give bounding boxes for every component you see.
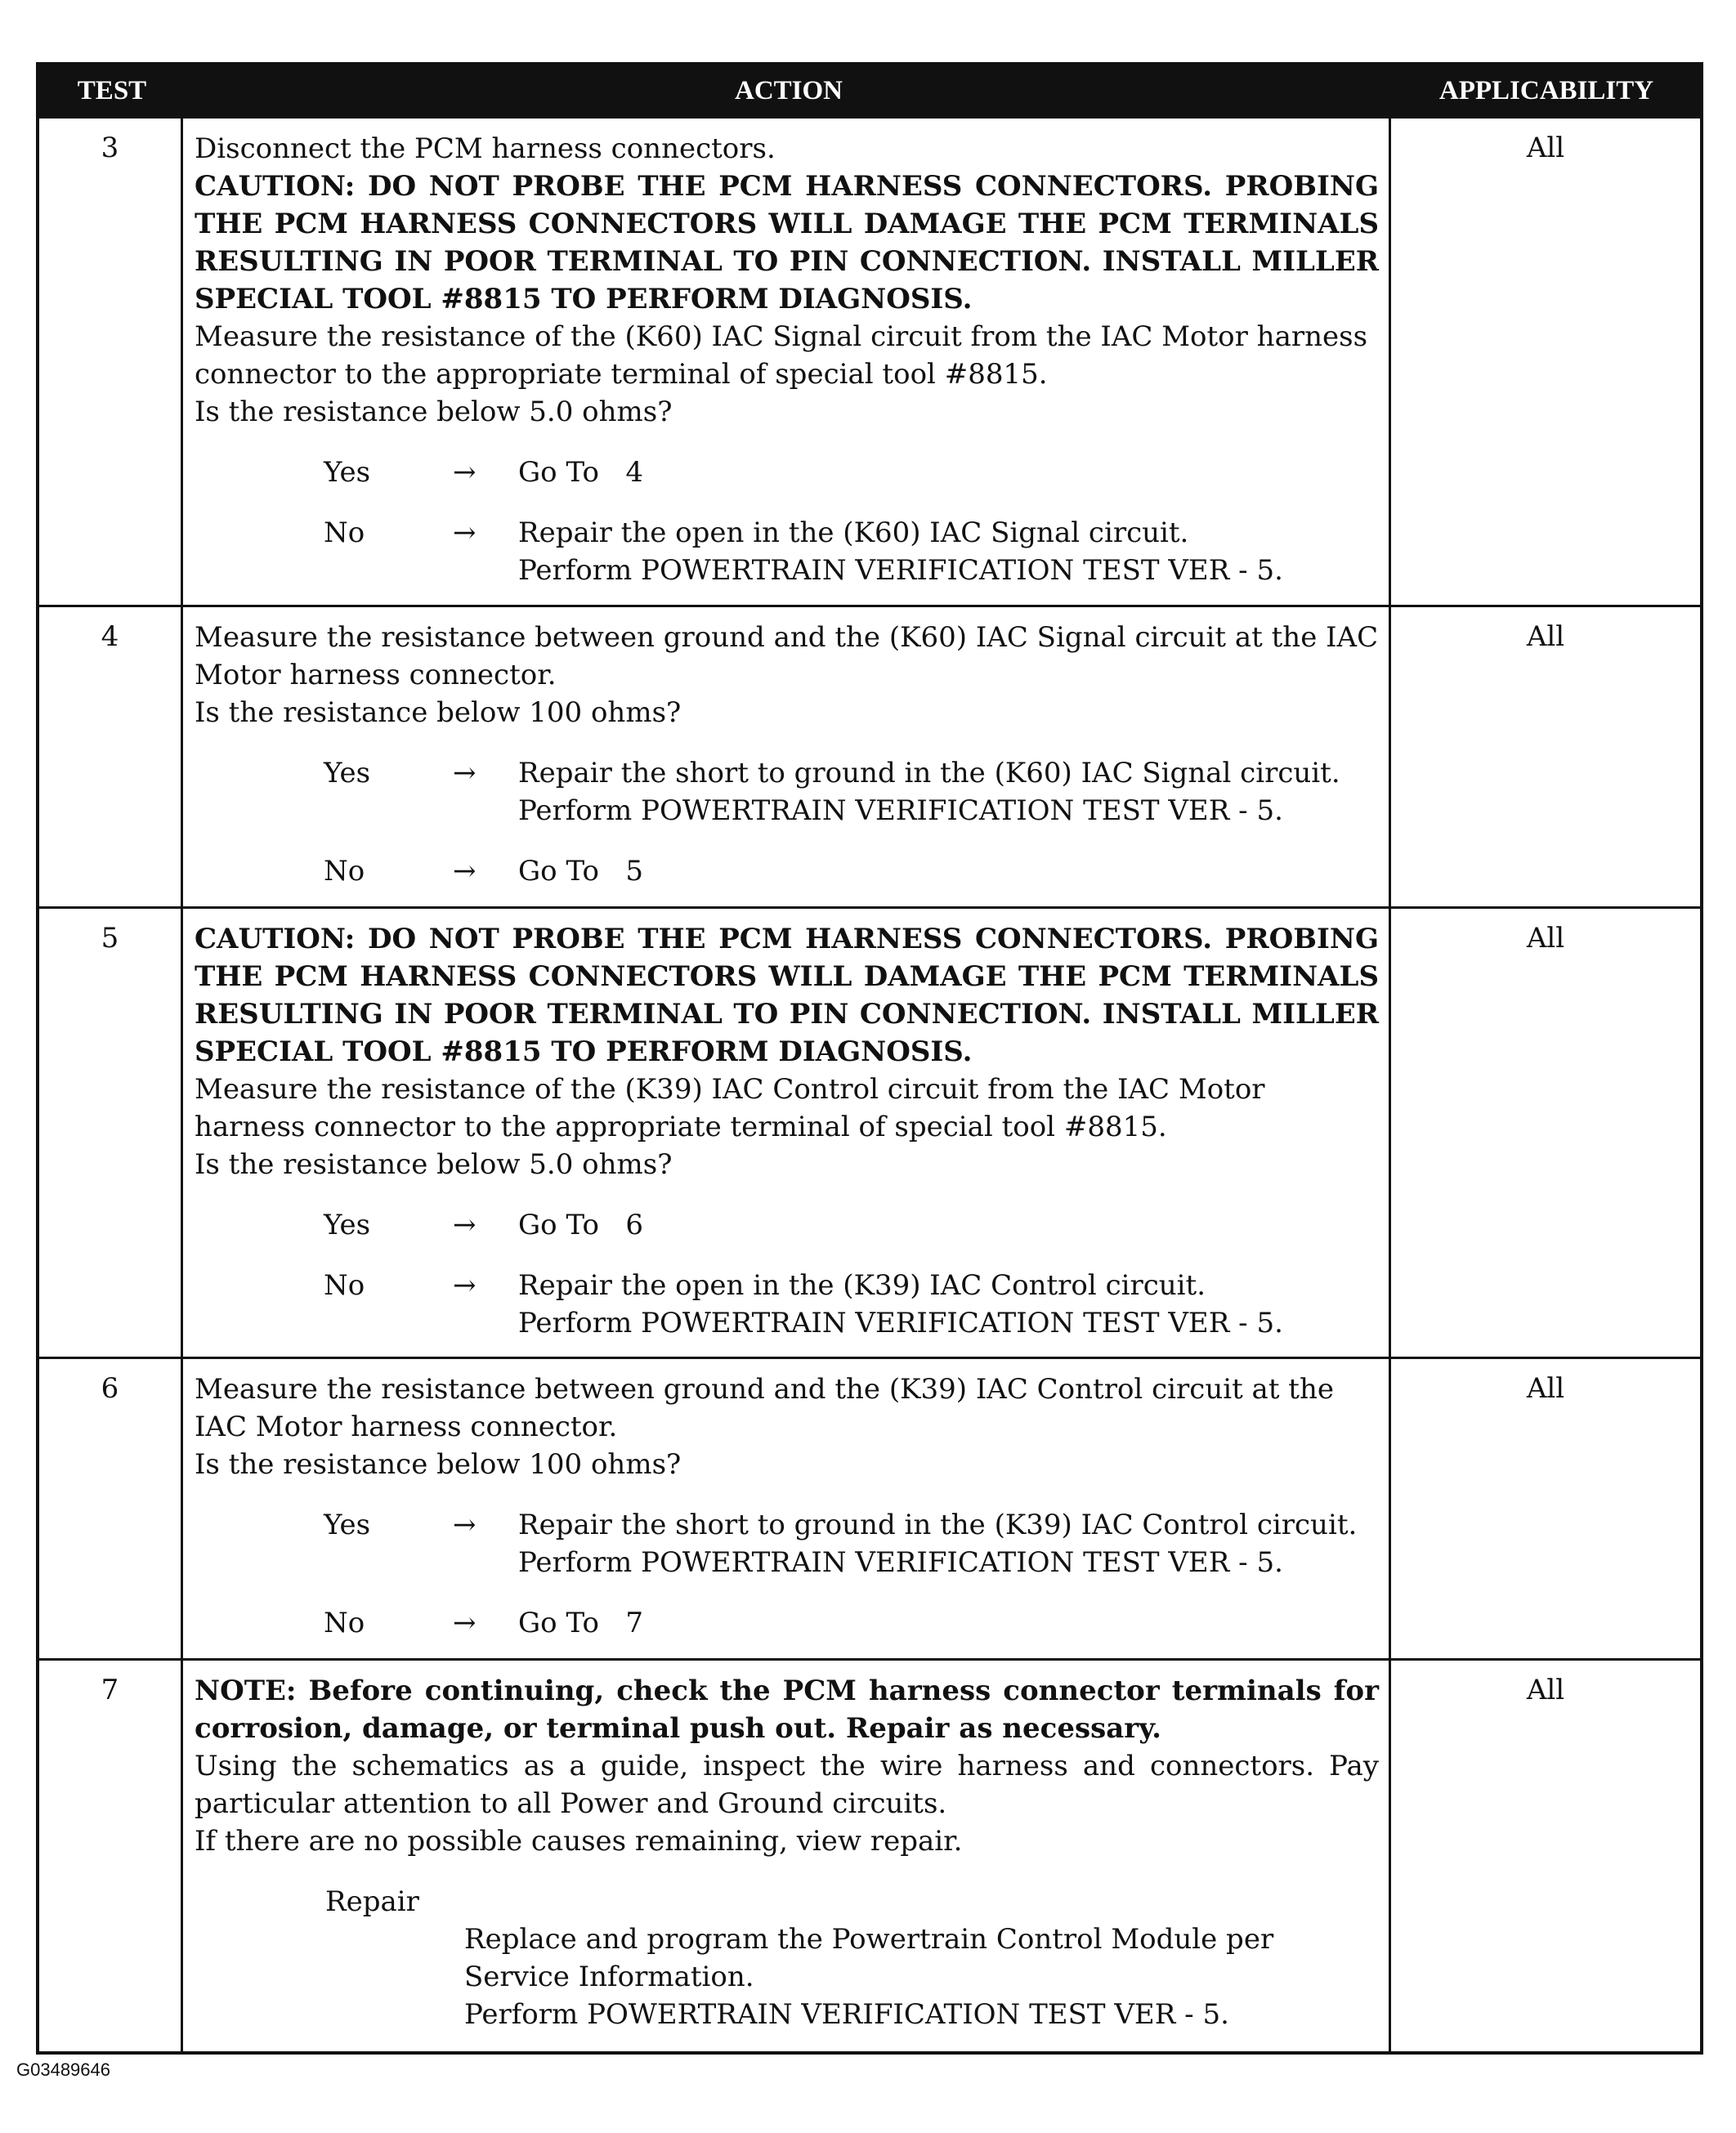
response-label: No [324, 1607, 365, 1639]
table-row [39, 1658, 1700, 2051]
question-text: Is the resistance below 5.0 ohms? [195, 396, 673, 428]
response-label: Yes [324, 757, 371, 789]
action-text: Measure the resistance between ground and the (K39) IAC Control circuit at the IAC Motor harness connector. [195, 1373, 1334, 1443]
question-text: Is the resistance below 100 ohms? [195, 696, 682, 729]
repair-text: Replace and program the Powertrain Control Module per Service Information. [464, 1923, 1274, 1993]
figure-id: G03489646 [16, 2059, 110, 2080]
arrow-icon: → [453, 1607, 477, 1639]
response-yes [195, 1206, 1379, 1244]
response-text: Perform POWERTRAIN VERIFICATION TEST VER - 5. [518, 1546, 1283, 1579]
action-text: If there are no possible causes remaining, view repair. [195, 1825, 963, 1858]
response-text: Repair the short to ground in the (K60) IAC Signal circuit. [518, 757, 1340, 789]
note-text: NOTE: Before continuing, check the PCM harness connector terminals for corrosion, damage, or terminal push out. Repair as necessary. [195, 1675, 1379, 1745]
table-row [39, 906, 1700, 1357]
test-number: 3 [39, 118, 183, 605]
test-number: 7 [39, 1661, 183, 2051]
action-text: Measure the resistance of the (K39) IAC Control circuit from the IAC Motor harness connector to the appropriate terminal of special tool #8815. [195, 1073, 1265, 1143]
test-number: 4 [39, 607, 183, 906]
response-text: Go To 4 [518, 456, 643, 489]
response-yes [195, 454, 1379, 491]
arrow-icon: → [453, 855, 477, 888]
response-text: Go To 7 [518, 1607, 643, 1639]
response-yes [195, 754, 1379, 830]
arrow-icon: → [453, 516, 477, 549]
response-label: Yes [324, 456, 371, 489]
response-no [195, 1604, 1379, 1642]
action-text: Measure the resistance of the (K60) IAC Signal circuit from the IAC Motor harness connector to the appropriate terminal of special tool #8815. [195, 320, 1368, 391]
response-yes [195, 1506, 1379, 1581]
response-no [195, 852, 1379, 890]
applicability-cell: All [1526, 620, 1565, 653]
action-text: Disconnect the PCM harness connectors. [195, 132, 776, 165]
response-no [195, 1267, 1379, 1342]
response-text: Perform POWERTRAIN VERIFICATION TEST VER - 5. [518, 1307, 1283, 1339]
action-cell [183, 607, 1391, 906]
header-test: TEST [77, 75, 147, 105]
action-text: Using the schematics as a guide, inspect the wire harness and connectors. Pay particular attention to all Power and Ground circuits. [195, 1750, 1379, 1820]
repair-label: Repair [325, 1885, 419, 1918]
response-label: No [324, 855, 365, 888]
response-label: No [324, 1269, 365, 1302]
response-text: Go To 5 [518, 855, 643, 888]
response-no [195, 514, 1379, 589]
caution-text: CAUTION: DO NOT PROBE THE PCM HARNESS CONNECTORS. PROBING THE PCM HARNESS CONNECTORS WILL DAMAGE THE PCM TERMINALS RESULTING IN POOR TERMINAL TO PIN CONNECTION. INSTALL MILLER SPECIAL TOOL #8815 TO PERFORM DIAGNOSIS. [195, 923, 1379, 1068]
table-row [39, 1357, 1700, 1658]
table-header [39, 65, 1700, 116]
arrow-icon: → [453, 757, 477, 789]
question-text: Is the resistance below 100 ohms? [195, 1448, 682, 1481]
action-cell [183, 118, 1391, 605]
response-label: No [324, 516, 365, 549]
applicability-cell: All [1526, 922, 1565, 955]
applicability-cell: All [1526, 132, 1565, 164]
question-text: Is the resistance below 5.0 ohms? [195, 1148, 673, 1181]
response-text: Perform POWERTRAIN VERIFICATION TEST VER - 5. [518, 554, 1283, 587]
action-cell [183, 1661, 1391, 2051]
arrow-icon: → [453, 456, 477, 489]
response-text: Go To 6 [518, 1209, 643, 1241]
caution-text: CAUTION: DO NOT PROBE THE PCM HARNESS CONNECTORS. PROBING THE PCM HARNESS CONNECTORS WILL DAMAGE THE PCM TERMINALS RESULTING IN POOR TERMINAL TO PIN CONNECTION. INSTALL MILLER SPECIAL TOOL #8815 TO PERFORM DIAGNOSIS. [195, 170, 1379, 315]
header-action: ACTION [734, 75, 843, 105]
arrow-icon: → [453, 1269, 477, 1302]
test-number: 6 [39, 1359, 183, 1658]
table-row [39, 116, 1700, 605]
action-text: Measure the resistance between ground and the (K60) IAC Signal circuit at the IAC Motor harness connector. [195, 621, 1379, 691]
repair-text: Perform POWERTRAIN VERIFICATION TEST VER - 5. [464, 1998, 1229, 2031]
applicability-cell: All [1526, 1372, 1565, 1405]
response-text: Repair the short to ground in the (K39) IAC Control circuit. [518, 1509, 1358, 1541]
response-text: Repair the open in the (K39) IAC Control circuit. [518, 1269, 1206, 1302]
diagnostic-test-table [36, 62, 1703, 2055]
action-cell [183, 909, 1391, 1357]
header-applicability: APPLICABILITY [1438, 75, 1654, 105]
table-row [39, 605, 1700, 906]
arrow-icon: → [453, 1509, 477, 1541]
response-label: Yes [324, 1209, 371, 1241]
applicability-cell: All [1526, 1674, 1565, 1706]
response-text: Perform POWERTRAIN VERIFICATION TEST VER - 5. [518, 794, 1283, 827]
arrow-icon: → [453, 1209, 477, 1241]
action-cell [183, 1359, 1391, 1658]
test-number: 5 [39, 909, 183, 1357]
response-label: Yes [324, 1509, 371, 1541]
response-text: Repair the open in the (K60) IAC Signal circuit. [518, 516, 1189, 549]
